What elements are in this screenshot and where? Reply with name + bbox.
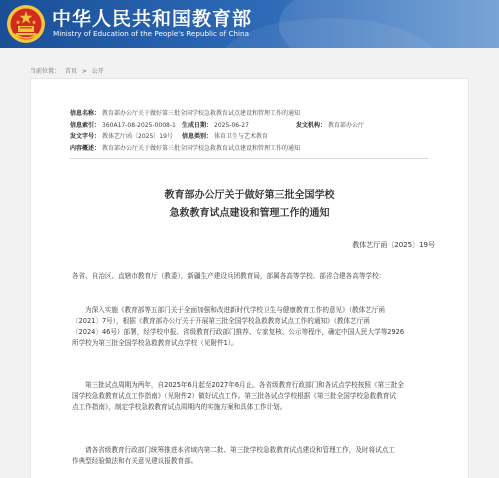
meta-row-docno [70, 131, 430, 143]
meta-label: 信息索引： [70, 121, 101, 129]
salutation-text: 各省、自治区、直辖市教育厅（教委），新疆生产建设兵团教育局，部属各高等学校、部省合建各高等学校： [72, 272, 386, 280]
meta-divider [70, 158, 428, 159]
document-metadata [70, 108, 430, 154]
breadcrumb-separator-icon: > [81, 68, 87, 75]
meta-row-summary [70, 143, 430, 155]
paragraph-line: 〔2021〕7号），根据《教育部办公厅关于开展第三批全国学校急救教育试点工作的通知》（教体艺厅函 [72, 317, 370, 325]
meta-value: 教育部办公厅关于做好第三批全国学校急救教育试点建设和管理工作的通知 [102, 144, 301, 152]
meta-label: 生成日期： [182, 121, 213, 129]
meta-label: 发文机构： [296, 121, 327, 129]
site-title-english: Ministry of Education of the People's Republic of China [53, 29, 250, 38]
site-header-banner [0, 0, 499, 48]
paragraph-1 [72, 305, 432, 349]
paragraph-line: 第三批试点周期为两年，自2025年6月起至2027年6月止。各省级教育行政部门和各试点学校按照《第三批全 [85, 381, 404, 389]
paragraph-line: 所学校为第三批全国学校急救教育试点学校（见附件1）。 [72, 339, 238, 347]
national-emblem-icon[interactable] [6, 4, 46, 44]
paragraph-line: 〔2024〕46号）部署，经学校申报、省级教育行政部门推荐、专家复核、公示等程序，确定中国人民大学等2926 [72, 328, 405, 336]
meta-label: 内容概述： [70, 144, 101, 152]
meta-value: 教体艺厅函〔2025〕19号 [102, 133, 173, 140]
paragraph-line: 请各省级教育行政部门统筹推进本省域内第二批、第三批学校急救教育试点建设和管理工作，及时将试点工 [85, 446, 395, 454]
breadcrumb [30, 66, 107, 75]
meta-label: 信息名称： [70, 110, 101, 117]
salutation [72, 271, 432, 282]
meta-row-index [70, 120, 430, 132]
meta-value: 体育卫生与艺术教育 [214, 133, 269, 140]
paragraph-line: 国学校急救教育试点工作指南》（见附件2）做好试点工作。第三批各试点学校根据《第三批全国学校急救教育试 [72, 392, 396, 400]
document-number: 教体艺厅函〔2025〕19号 [352, 241, 435, 249]
document-title-line-1: 教育部办公厅关于做好第三批全国学校 [164, 190, 335, 201]
breadcrumb-home-link[interactable]: 首页 [64, 68, 77, 75]
site-title[interactable]: 中华人民共和国教育部 [52, 8, 253, 30]
paragraph-line: 作典型经验做法和有关意见建议报教育部。 [72, 457, 198, 465]
breadcrumb-prefix: 当前位置： [30, 68, 61, 75]
paragraph-3 [72, 445, 432, 467]
meta-label: 信息类别： [182, 133, 213, 140]
meta-value: 360A17-08-2025-0008-1 [102, 121, 176, 129]
meta-value: 2025-06-27 [214, 121, 249, 129]
paragraph-line: 为深入实施《教育部等五部门关于全面加强和改进新时代学校卫生与健康教育工作的意见》（教体艺厅函 [85, 306, 386, 314]
meta-value: 教育部办公厅 [328, 121, 365, 129]
paragraph-line: 点工作指南》，制定学校急救教育试点周期内的实施方案和具体工作计划。 [72, 403, 287, 411]
document-title-line-2: 急救教育试点建设和管理工作的通知 [169, 208, 330, 219]
meta-row-name [70, 108, 430, 120]
paragraph-2 [72, 380, 432, 413]
breadcrumb-public-link[interactable]: 公开 [91, 68, 104, 75]
meta-label: 发文字号： [70, 133, 101, 140]
meta-value: 教育部办公厅关于做好第三批全国学校急救教育试点建设和管理工作的通知 [102, 110, 301, 117]
